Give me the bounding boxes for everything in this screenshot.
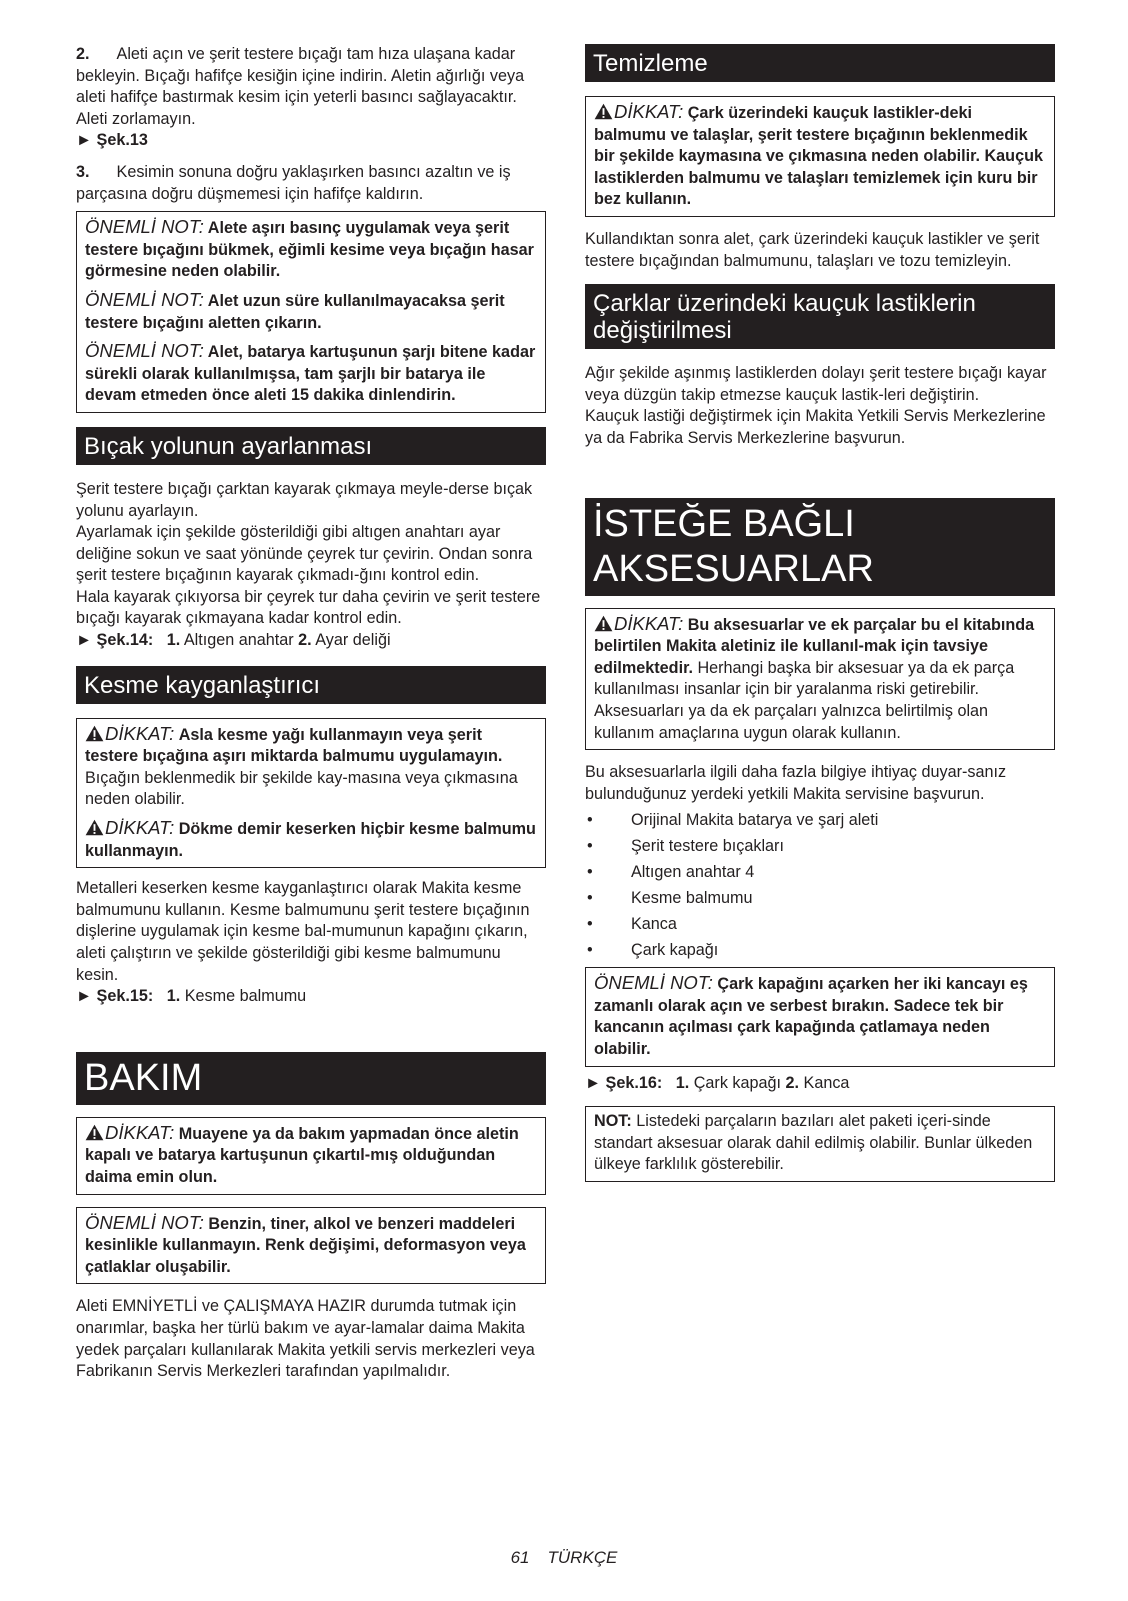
warning-label: DİKKAT: — [614, 612, 684, 634]
heading-cleaning: Temizleme — [585, 44, 1055, 82]
figure-item-text: Ayar deliği — [315, 631, 391, 650]
figure-item-number: 2. — [298, 631, 312, 650]
figure-item-text: Çark kapağı — [693, 1073, 782, 1092]
lubricant-body: Metalleri keserken kesme kayganlaştırıcı olarak Makita kesme balmumunu kullanın. Kesme balmumunu şerit testere bıçağının dişlerine uygulamak için kesme bal-mumunun kapağını çıkarın, aleti çalıştırın ve şekilde gösterildiği gibi kesme balmumunu kesin. — [76, 879, 530, 984]
lubricant-warning-box — [76, 718, 546, 869]
tires-paragraph-1: Ağır şekilde aşınmış lastiklerden dolayı şerit testere bıçağı kayar veya düzgün takip etmezse kauçuk lastik-leri değiştirin. — [585, 364, 1047, 404]
note-text: Listedeki parçaların bazıları alet paketi içeri-sinde standart aksesuar olarak dahil edilmiş olabilir. Bunlar ülkeden ülkeye farklılık gösterebilir. — [594, 1112, 1033, 1174]
step-3 — [76, 162, 546, 205]
page-footer — [0, 1547, 1128, 1569]
cleaning-warning-box — [585, 96, 1055, 217]
note-text: Alet, batarya kartuşunun şarjı bitene kadar sürekli olarak kullanılmışsa, tam şarjlı bir batarya ile devam etmeden önce aleti 15 dakika dinlendirin. — [85, 343, 536, 405]
heading-maintenance: BAKIM — [76, 1052, 546, 1105]
note-text: Benzin, tiner, alkol ve benzeri maddeleri kesinlikle kullanmayın. Renk değişimi, deformasyon veya çatlaklar oluşabilir. — [85, 1214, 526, 1276]
important-note-1 — [85, 216, 537, 283]
accessories-warning — [594, 613, 1046, 745]
warning-icon — [85, 819, 104, 836]
warning-bold-text: Asla kesme yağı kullanmayın veya şerit testere bıçağına aşırı miktarda balmumu uygulamayın. — [85, 725, 503, 766]
step-2 — [76, 44, 546, 130]
warning-label: DİKKAT: — [105, 722, 175, 744]
note-label: ÖNEMLİ NOT: — [594, 972, 713, 994]
note-label: ÖNEMLİ NOT: — [85, 340, 204, 362]
important-note-2 — [85, 289, 537, 334]
warning-icon — [594, 103, 613, 120]
left-column — [76, 44, 546, 1383]
figure-item-text: Kesme balmumu — [184, 987, 307, 1006]
important-notes-box — [76, 211, 546, 413]
note-label: ÖNEMLİ NOT: — [85, 1211, 204, 1233]
blade-path-paragraph-3: Hala kayarak çıkıyorsa bir çeyrek tur daha çevirin ve şerit testere bıçağı kayarak çıkmayana kadar kontrol edin. — [76, 587, 541, 628]
maintenance-warning — [85, 1122, 537, 1189]
figure-item-text: Altıgen anahtar — [183, 631, 294, 650]
figure-ref-15 — [76, 986, 546, 1008]
step-3-number: 3. — [76, 162, 90, 181]
list-item: • Kanca — [585, 911, 1055, 937]
warning-bold-text: Dökme demir keserken hiçbir kesme balmumu kullanmayın. — [85, 820, 536, 860]
maintenance-body: Aleti EMNİYETLİ ve ÇALIŞMAYA HAZIR durumda tutmak için onarımlar, başka her türlü bakım ve ayar-lamalar daima Makita yedek parçaları kullanılarak Makita yetkili servis merkezleri veya Fabrikanın Servis Merkezleri tarafından yapılmalıdır. — [76, 1297, 535, 1381]
warning-text: Bıçağın beklenmedik bir şekilde kay-masına veya çıkmasına neden olabilir. — [85, 768, 518, 809]
accessories-list — [585, 807, 1055, 963]
accessories-body: Bu aksesuarlarla ilgili daha fazla bilgiye ihtiyaç duyar-sanız bulunduğunuz yerdeki yetkili Makita servisine başvurun. — [585, 763, 1007, 803]
warning-icon — [85, 1124, 104, 1141]
warning-icon — [85, 725, 104, 742]
accessories-note — [594, 972, 1046, 1060]
figure-item-number: 1. — [166, 631, 181, 650]
step-2-text: Aleti açın ve şerit testere bıçağı tam hıza ulaşana kadar bekleyin. Bıçağı hafifçe kesiğin içine indirin. Aletin ağırlığı veya aleti hafifçe bastırmak kesim için yeterli basıncı sağlayacaktır. Aleti zorlamayın. — [76, 45, 525, 128]
figure-item-number: 1. — [166, 987, 181, 1006]
list-item: • Orijinal Makita batarya ve şarj aleti — [585, 807, 1055, 833]
figure-ref-14 — [76, 630, 546, 652]
footer-language: TÜRKÇE — [547, 1548, 618, 1567]
list-item: • Çark kapağı — [585, 937, 1055, 963]
warning-label: DİKKAT: — [614, 101, 684, 122]
warning-bold-text: Bu aksesuarlar ve ek parçalar bu el kitabında belirtilen Makita aletiniz ile kullanıl-mak için tavsiye edilmektedir. — [594, 615, 1035, 677]
list-item: • Altıgen anahtar 4 — [585, 859, 1055, 885]
figure-label: ► Şek.15: — [76, 987, 154, 1006]
note-text: Çark kapağını açarken her iki kancayı eş zamanlı olarak açın ve serbest bırakın. Sadece tek bir kancanın açılması çark kapağında çatlamaya neden olabilir. — [594, 975, 1028, 1059]
list-item: • Şerit testere bıçakları — [585, 833, 1055, 859]
note-label: NOT: — [594, 1112, 632, 1131]
maintenance-note-box — [76, 1207, 546, 1285]
figure-label: ► Şek.14: — [76, 631, 154, 650]
blade-path-paragraph-2: Ayarlamak için şekilde gösterildiği gibi altıgen anahtarı ayar deliğine sokun ve saat yönünde çeyrek tur çevirin. Ondan sonra şerit testere bıçağının kayarak çıkmadı-ğını kontrol edin. — [76, 523, 533, 585]
accessories-info-box — [585, 1106, 1055, 1182]
page-number: 61 — [510, 1548, 530, 1567]
step-2-number: 2. — [76, 45, 90, 63]
important-note-3 — [85, 340, 537, 407]
cleaning-warning — [594, 101, 1046, 211]
accessories-warning-box — [585, 608, 1055, 751]
heading-tire-replacement: Çarklar üzerindeki kauçuk lastiklerin değiştirilmesi — [585, 284, 1055, 349]
maintenance-note — [85, 1212, 537, 1279]
figure-item-number: 2. — [785, 1073, 800, 1092]
accessories-info — [594, 1111, 1046, 1176]
tires-paragraph-2: Kauçuk lastiği değiştirmek için Makita Yetkili Servis Merkezlerine ya da Fabrika Servis Merkezlerine başvurun. — [585, 407, 1046, 447]
warning-bold-text: Çark üzerindeki kauçuk lastikler-deki balmumu ve talaşlar, şerit testere bıçağının beklenmedik bir şekilde kaymasına ve çıkmasına neden olabilir. Kauçuk lastiklerden balmumu ve talaşları temizlemek için kuru bir bez kullanın. — [594, 104, 1043, 209]
warning-label: DİKKAT: — [105, 1121, 175, 1143]
note-label: ÖNEMLİ NOT: — [85, 288, 204, 310]
lubricant-warning-2 — [85, 817, 537, 862]
heading-blade-path: Bıçak yolunun ayarlanması — [76, 427, 546, 465]
step-3-text: Kesimin sonuna doğru yaklaşırken basıncı azaltın ve iş parçasına doğru düşmemesi için hafifçe kaldırın. — [76, 162, 511, 203]
warning-text: Herhangi başka bir aksesuar ya da ek parça kullanılması insanlar için bir yaralanma riski getirebilir. Aksesuarları ya da ek parçaları yalnızca belirtilmiş olan kullanım amaçlarına uygun olarak kullanın. — [594, 658, 1015, 742]
accessories-note-box — [585, 967, 1055, 1066]
list-item: • Kesme balmumu — [585, 885, 1055, 911]
heading-lubricant: Kesme kayganlaştırıcı — [76, 666, 546, 704]
figure-item-number: 1. — [675, 1073, 690, 1092]
right-column — [585, 44, 1055, 1190]
figure-label: ► Şek.16: — [585, 1073, 663, 1092]
figure-item-text: Kanca — [803, 1073, 850, 1092]
note-text: Alet uzun süre kullanılmayacaksa şerit testere bıçağını aletten çıkarın. — [85, 291, 505, 332]
note-label: ÖNEMLİ NOT: — [85, 216, 204, 238]
lubricant-warning-1 — [85, 723, 537, 811]
blade-path-paragraph-1: Şerit testere bıçağı çarktan kayarak çıkmaya meyle-derse bıçak yolunu ayarlayın. — [76, 479, 533, 520]
figure-ref-16 — [585, 1073, 1055, 1095]
cleaning-body: Kullandıktan sonra alet, çark üzerindeki kauçuk lastikler ve şerit testere bıçağından balmumunu, talaşları ve tozu temizleyin. — [585, 229, 1040, 270]
warning-icon — [594, 615, 613, 632]
note-text: Alete aşırı basınç uygulamak veya şerit testere bıçağını bükmek, eğimli kesime veya bıçağın hasar görmesine neden olabilir. — [85, 219, 534, 281]
figure-ref-13: ► Şek.13 — [76, 131, 148, 150]
warning-label: DİKKAT: — [105, 817, 175, 839]
heading-optional-accessories: İSTEĞE BAĞLI AKSESUARLAR — [585, 498, 1055, 596]
warning-bold-text: Muayene ya da bakım yapmadan önce aletin kapalı ve batarya kartuşunun çıkartıl-mış olduğundan daima emin olun. — [85, 1124, 519, 1186]
maintenance-warning-box — [76, 1117, 546, 1195]
